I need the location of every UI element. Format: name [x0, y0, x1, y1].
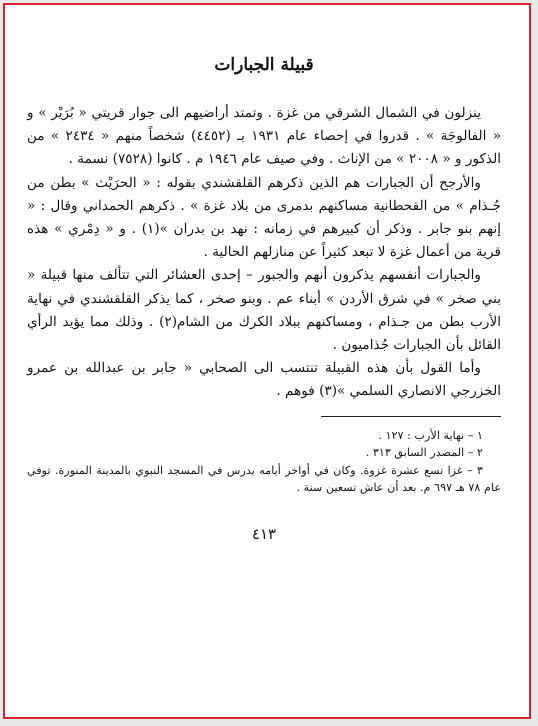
body-paragraph-1: ينزلون في الشمال الشرقي من غزة . وتمتد أراضيهم الى جوار قريتي « بُرَيْر » و « الفالوجَة » . قدروا في إحصاء عام ١٩٣١ بـ (٤٤٥٢) شخصاً منهم « ٢٤٣٤ » من الذكور و « ٢٠٠٨ » من الإناث . وفي صيف عام ١٩٤٦ م . كانوا (٧٥٢٨) نسمة . [27, 105, 502, 168]
footnote-divider [321, 416, 501, 417]
body-paragraph-3: والجبارات أنفسهم يذكرون أنهم والجبور – إحدى العشائر التي تتألف منها قبيلة « بني صخر » في شرق الأردن » أبناء عم . وبنو صخر ، كما يذكر القلقشندي في نهاية الأرب بطن من جـذام ، ومساكنهم ببلاد الكرك من الشام(٢) . وذلك مما يؤيد الرأي القائل بأن الجبارات جُذاميون . [27, 267, 501, 354]
footnote-2: ٢ – المصدر السابق ٣١٣ . [365, 446, 483, 460]
page-number: ٤١٣ [251, 524, 277, 543]
footnote-3: ٣ – غزا تسع عشرة غزوة. وكان في أواخر أيامه يدرس في المسجد النبوي بالمدينة المنورة. توفي عام ٧٨ هـ ٦٩٧ م. بعد أن عاش تسعين سنة . [27, 463, 501, 495]
body-paragraph-2: والأرجح أن الجبارات هم الذين ذكرهم القلقشندي بقوله : « الحرَيْث » بطن من جُـذام » من القحطانية مساكنهم بدمرى من بلاد غزة » . ذكرهم الحمداني وقال : « إنهم بنو جابر . وذكر أن كبيرهم في زمانه : نهد بن بدران »(١) . و « دِمْري » هذه قرية من أعمال غزة لا تبعد كثيراً عن منازلهم الحالية . [27, 174, 501, 261]
body-paragraph-4: وأما القول بأن هذه القبيلة تنتسب الى الصحابي « جابر بن عبدالله بن عمرو الخزرجي الانصاري السلمي »(٣) فوهم . [27, 360, 501, 400]
page-title: قبيلة الجبارات [214, 55, 314, 75]
page-content [27, 57, 501, 543]
book-page [3, 3, 531, 719]
footnote-1: ١ – نهاية الأرب : ١٢٧ . [378, 428, 483, 442]
